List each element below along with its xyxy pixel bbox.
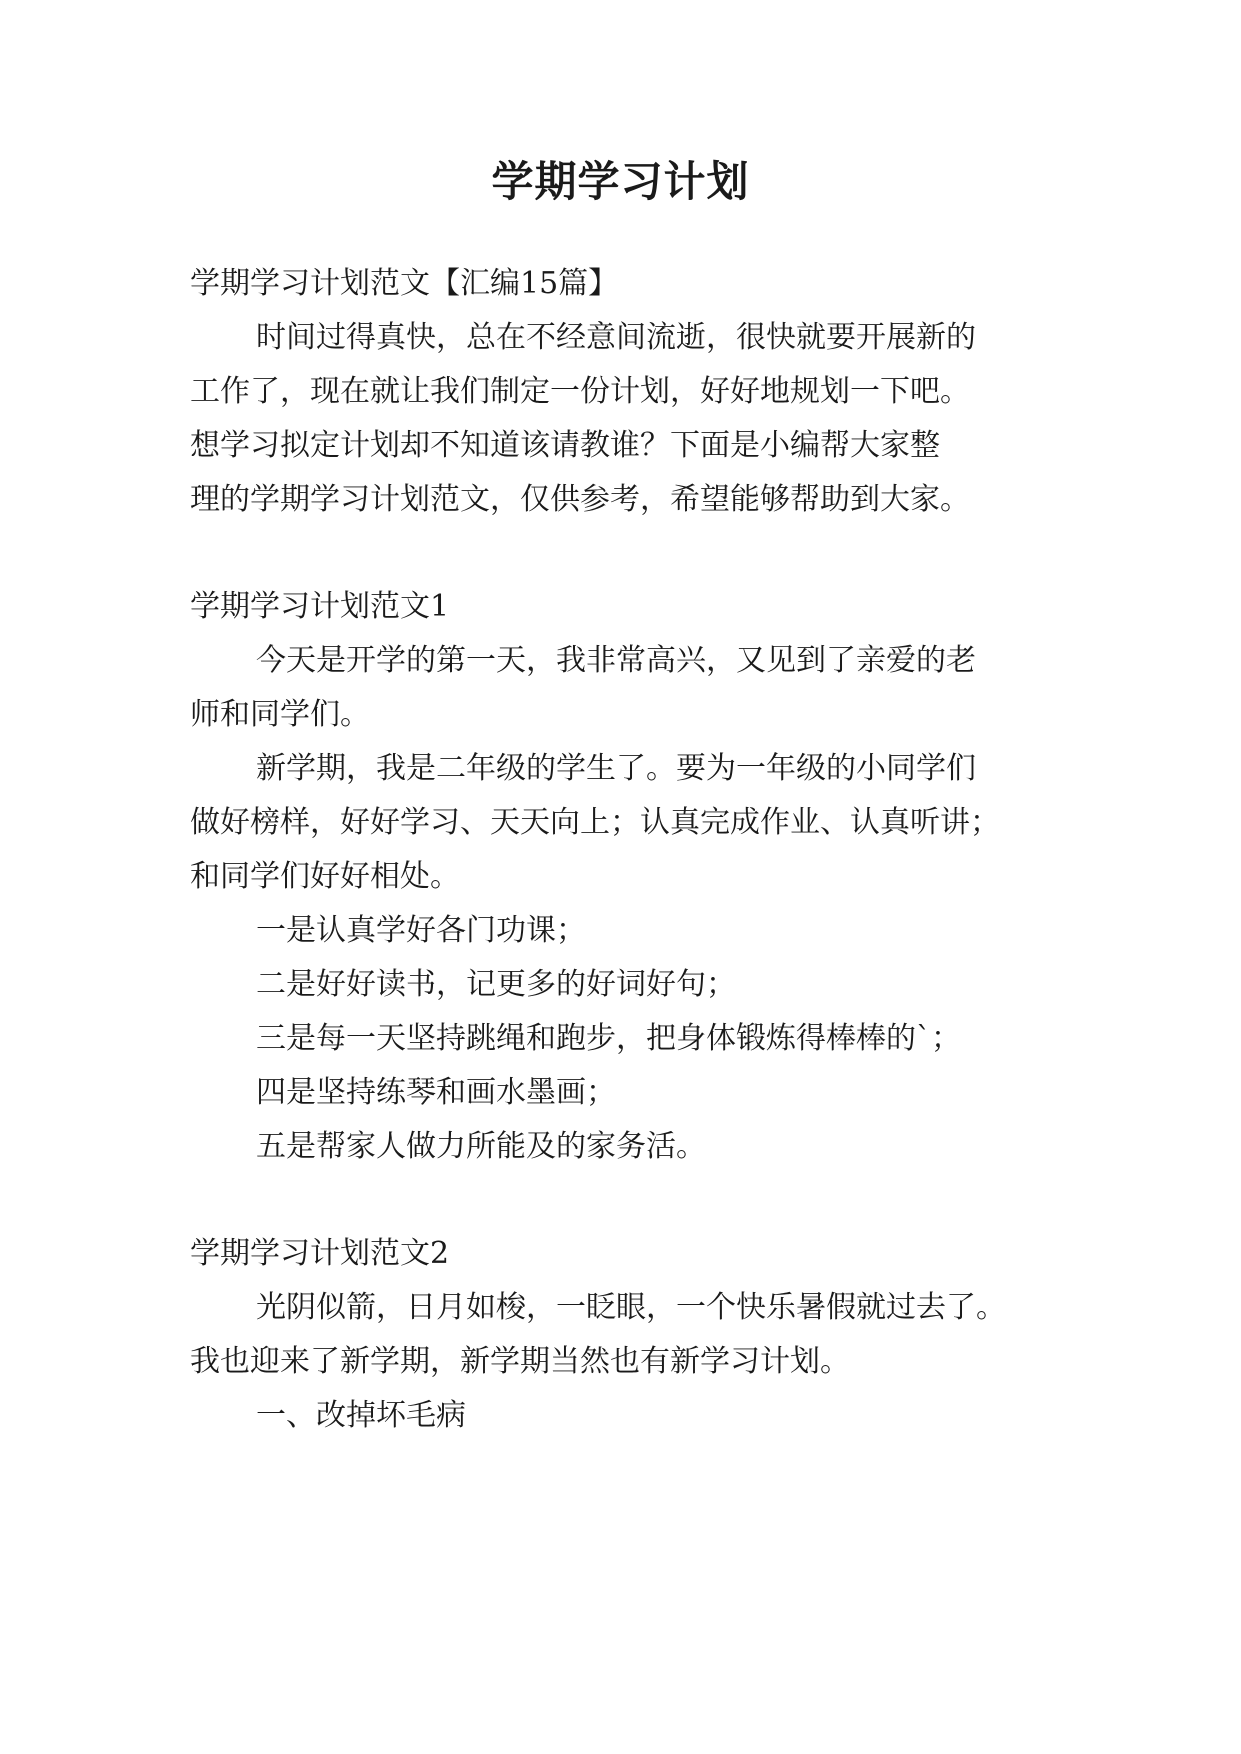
intro-line-4: 理的学期学习计划范文，仅供参考，希望能够帮助到大家。 (190, 482, 970, 517)
section2-line-2: 我也迎来了新学期，新学期当然也有新学习计划。 (190, 1344, 850, 1379)
section2-line-3: 一、改掉坏毛病 (256, 1398, 466, 1433)
section1-line-9: 四是坚持练琴和画水墨画； (256, 1075, 616, 1110)
section1-line-1: 今天是开学的第一天，我非常高兴，又见到了亲爱的老 (256, 643, 976, 678)
section1-line-4: 做好榜样，好好学习、天天向上；认真完成作业、认真听讲； (190, 805, 1000, 840)
intro-line-2: 工作了，现在就让我们制定一份计划，好好地规划一下吧。 (190, 374, 970, 409)
section1-line-8: 三是每一天坚持跳绳和跑步，把身体锻炼得棒棒的`； (256, 1021, 961, 1056)
document-title: 学期学习计划 (491, 157, 750, 206)
intro-line-1: 时间过得真快，总在不经意间流逝，很快就要开展新的 (256, 320, 976, 355)
section1-line-3: 新学期，我是二年级的学生了。要为一年级的小同学们 (256, 751, 976, 786)
section1-line-5: 和同学们好好相处。 (190, 859, 460, 894)
intro-line-3: 想学习拟定计划却不知道该请教谁？下面是小编帮大家整 (190, 428, 940, 463)
section1-line-2: 师和同学们。 (190, 697, 370, 732)
section2-line-1: 光阴似箭，日月如梭，一眨眼，一个快乐暑假就过去了。 (256, 1290, 1006, 1325)
section2-heading: 学期学习计划范文2 (190, 1236, 450, 1271)
section1-line-10: 五是帮家人做力所能及的家务活。 (256, 1129, 706, 1164)
intro-heading: 学期学习计划范文【汇编15篇】 (190, 266, 619, 301)
section1-line-6: 一是认真学好各门功课； (256, 913, 586, 948)
section1-line-7: 二是好好读书，记更多的好词好句； (256, 967, 736, 1002)
section1-heading: 学期学习计划范文1 (190, 589, 450, 624)
